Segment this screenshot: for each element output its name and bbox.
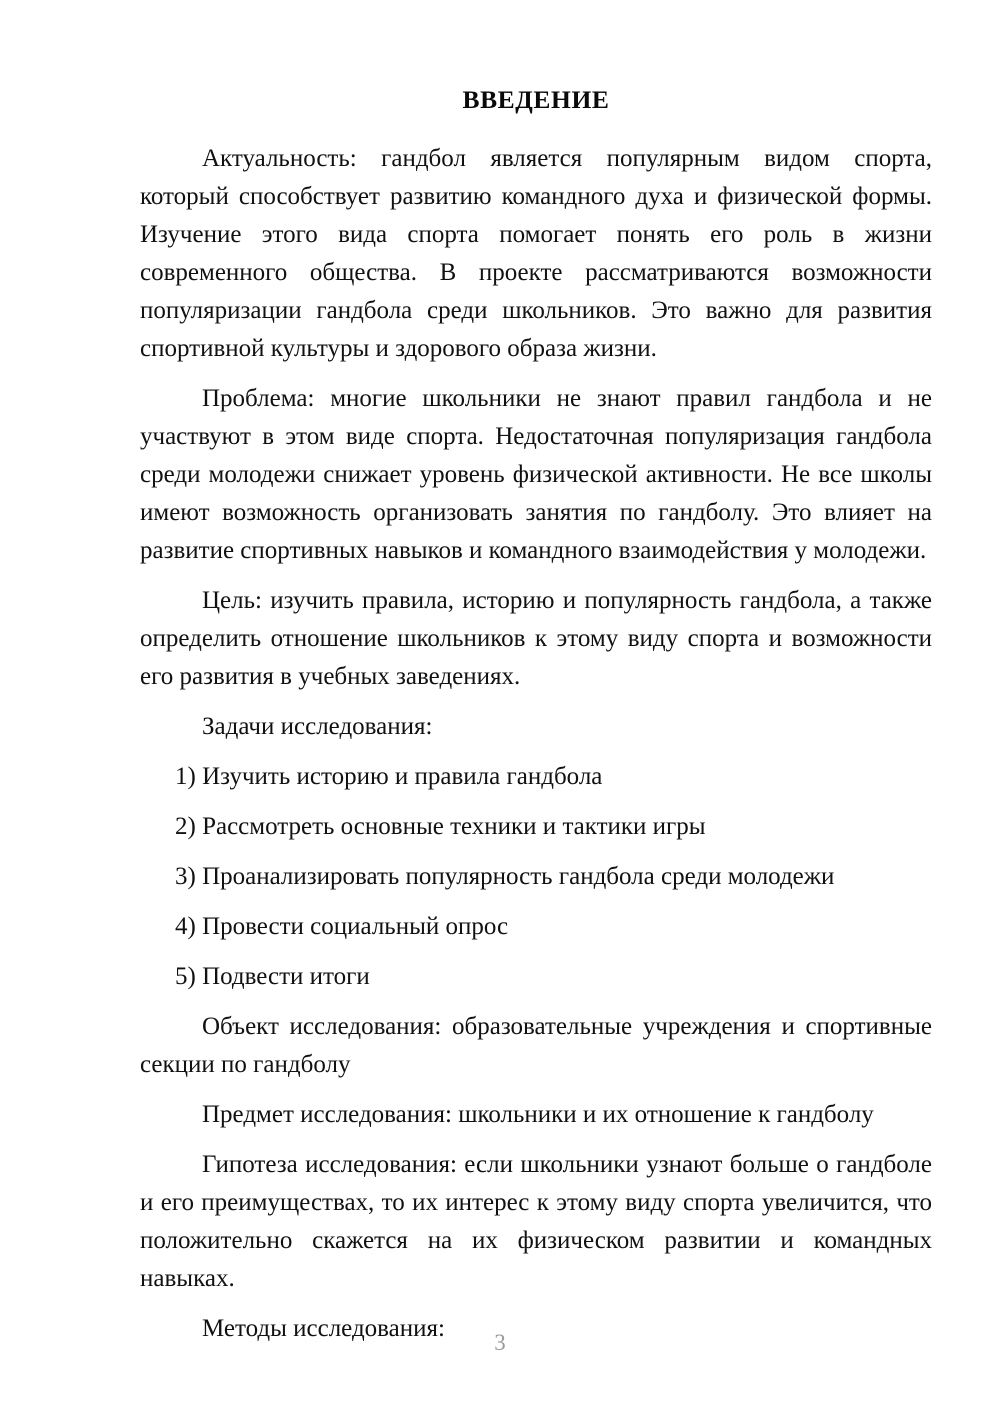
list-item: 1) Изучить историю и правила гандбола (175, 762, 603, 790)
paragraph-relevance: Актуальность: гандбол является популярным видом спорта, который способствует развитию командного духа и физической формы. Изучение этого вида спорта помогает понять его роль в жизни современного общества. В проекте рассматриваются возможности популяризации гандбола среди школьников. Это важно для развития спортивной культуры и здорового образа жизни. (140, 144, 932, 362)
document-body (140, 84, 932, 1360)
paragraph-goal: Цель: изучить правила, историю и популярность гандбола, а также определить отношение школьников к этому виду спорта и возможности его развития в учебных заведениях. (140, 586, 932, 690)
paragraph-hypothesis: Гипотеза исследования: если школьники узнают больше о гандболе и его преимуществах, то их интерес к этому виду спорта увеличится, что положительно скажется на их физическом развитии и командных навыках. (140, 1150, 932, 1292)
list-item: 3) Проанализировать популярность гандбола среди молодежи (175, 862, 835, 890)
tasks-list (140, 758, 932, 996)
tasks-heading: Задачи исследования: (202, 712, 433, 740)
list-item: 4) Провести социальный опрос (175, 912, 509, 940)
paragraph-subject: Предмет исследования: школьники и их отношение к гандболу (202, 1100, 874, 1128)
list-item: 5) Подвести итоги (175, 962, 370, 990)
list-item: 2) Рассмотреть основные техники и тактики игры (175, 812, 706, 840)
page-title: ВВЕДЕНИЕ (462, 85, 610, 114)
paragraph-object: Объект исследования: образовательные учреждения и спортивные секции по гандболу (140, 1012, 932, 1078)
paragraph-problem: Проблема: многие школьники не знают правил гандбола и не участвуют в этом виде спорта. Недостаточная популяризация гандбола среди молодежи снижает уровень физической активности. Не все школы имеют возможность организовать занятия по гандболу. Это влияет на развитие спортивных навыков и командного взаимодействия у молодежи. (140, 384, 932, 564)
page-number: 3 (494, 1330, 506, 1355)
methods-heading: Методы исследования: (202, 1314, 445, 1342)
